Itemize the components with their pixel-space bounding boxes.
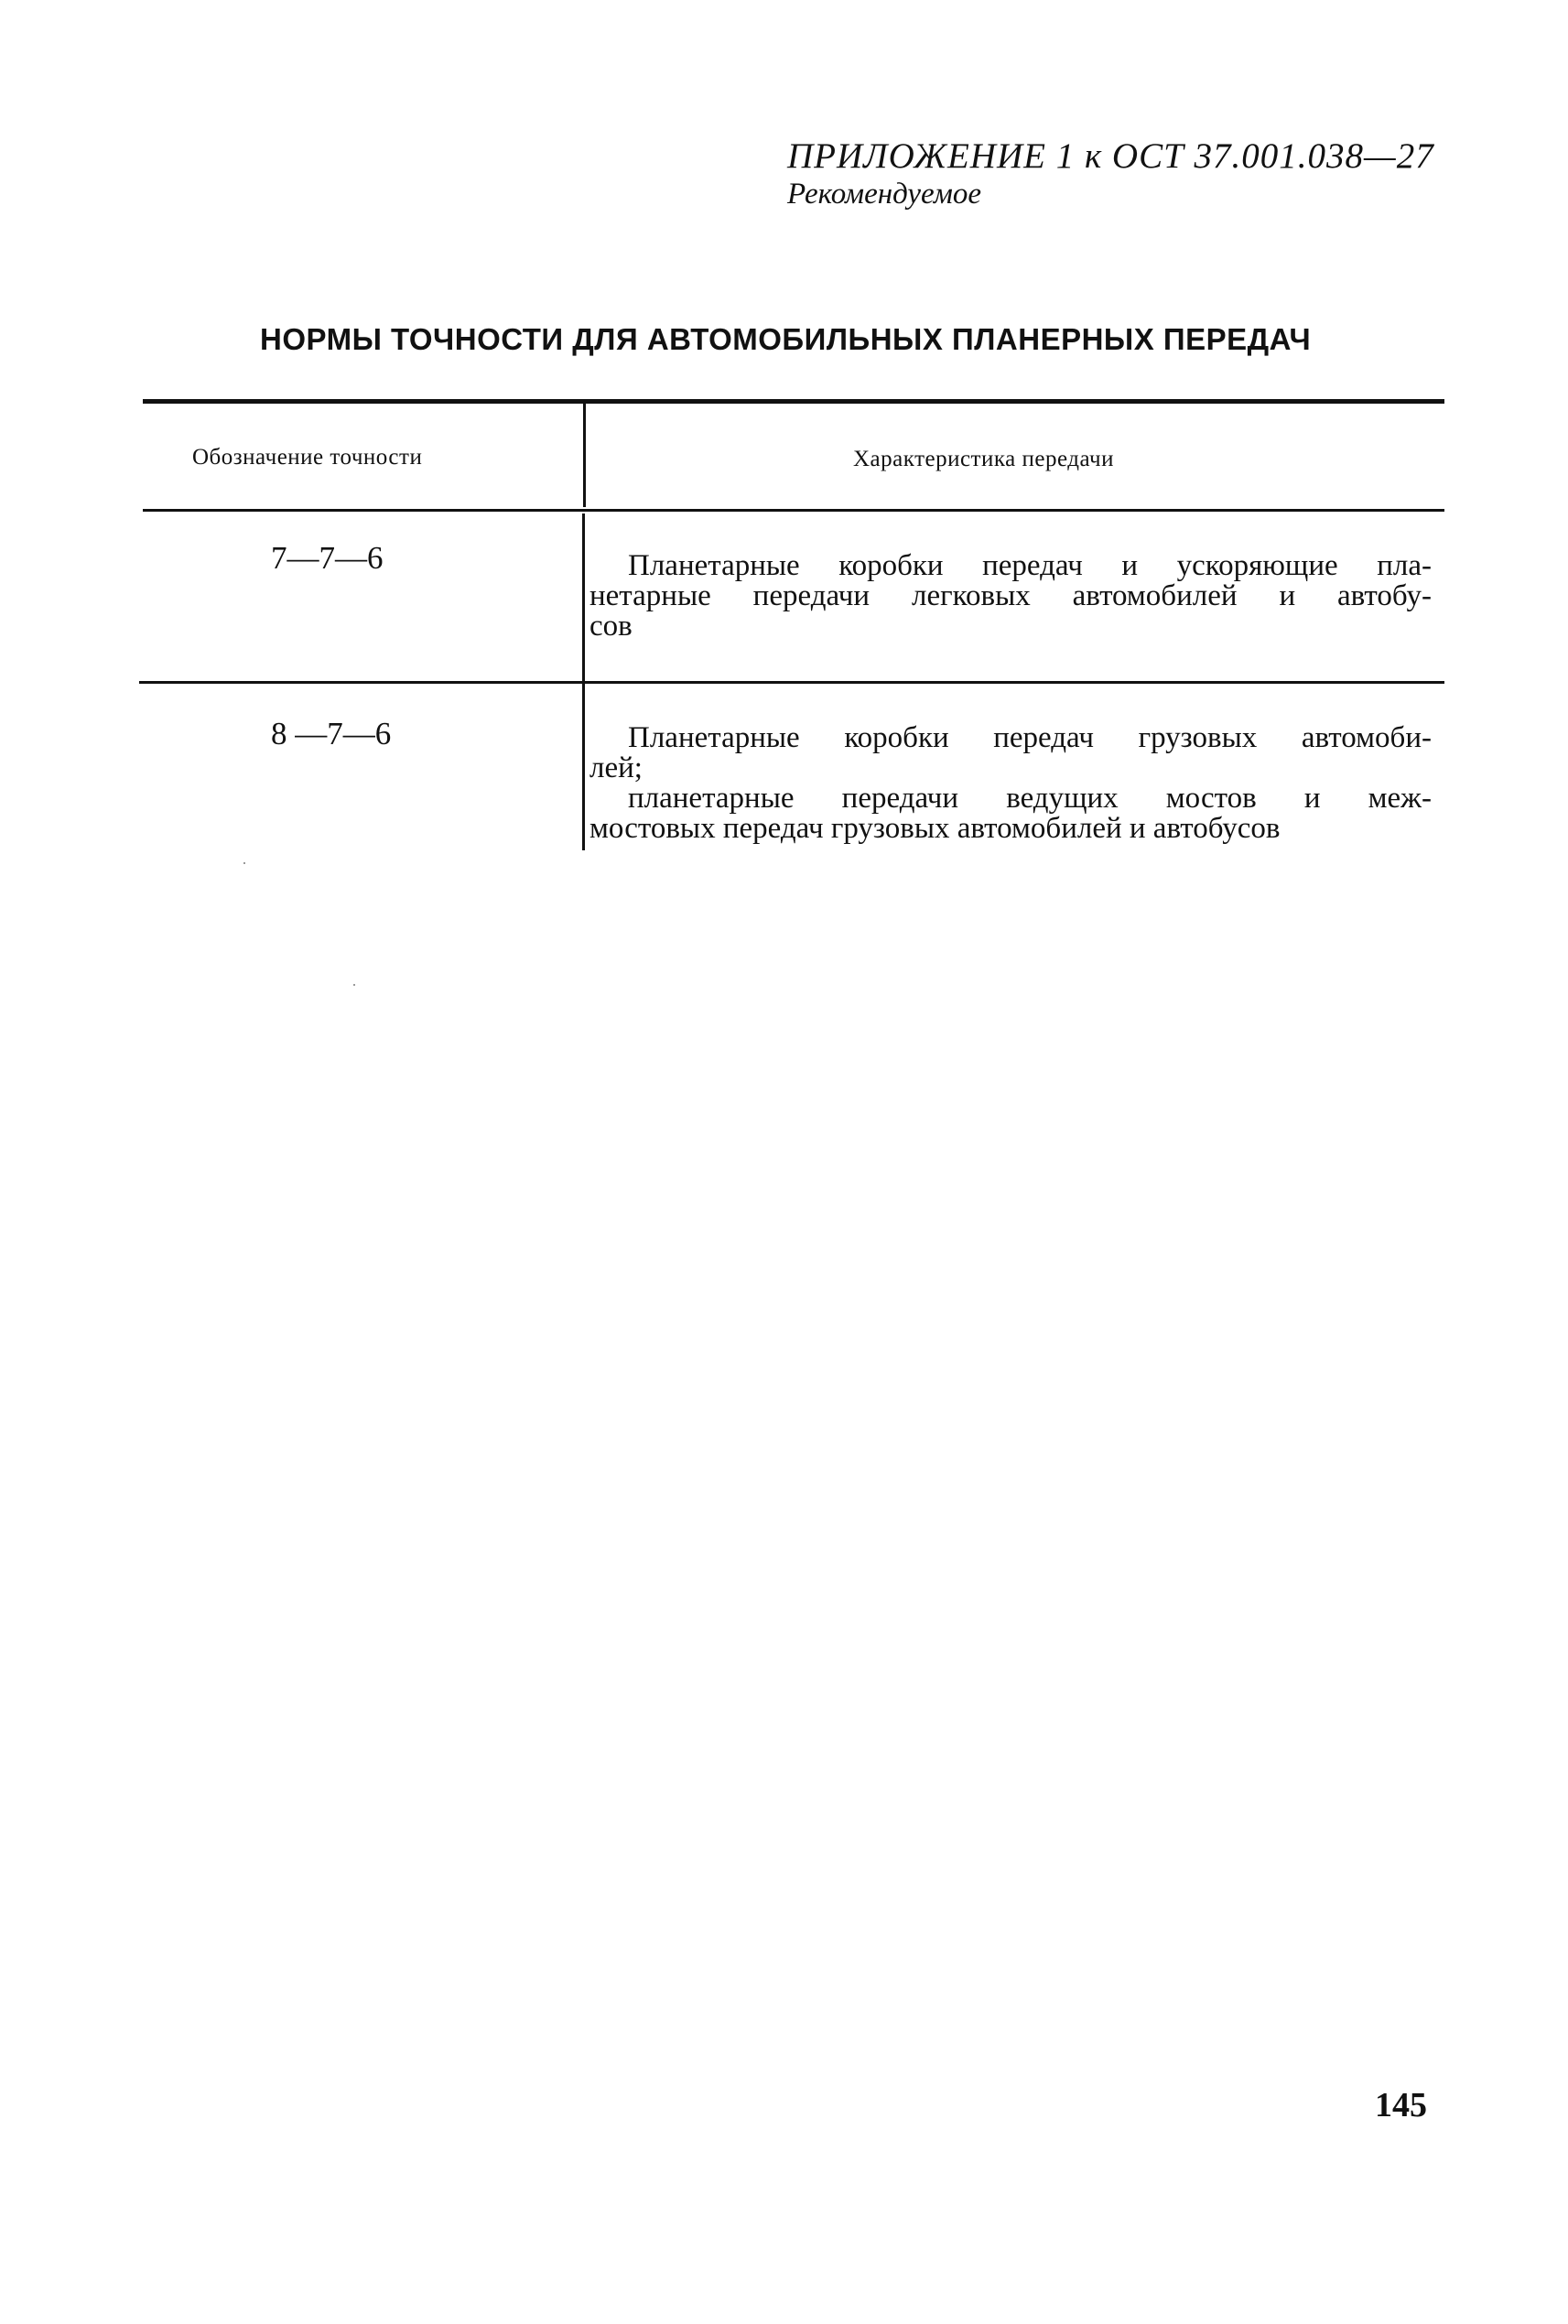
gear-characteristic	[589, 723, 1432, 844]
characteristic-line: Планетарные коробки передач и ускоряющие пла-	[628, 549, 1432, 582]
characteristic-line: планетарные передачи ведущих мостов и меж-	[628, 782, 1432, 815]
column-header-characteristic: Характеристика передачи	[853, 447, 1114, 471]
characteristic-line: Планетарные коробки передач грузовых автомоби-	[628, 721, 1432, 754]
table-column-divider	[582, 513, 585, 850]
accuracy-code: 7—7—6	[271, 540, 384, 576]
table-top-rule	[143, 399, 1444, 404]
page-number: 145	[1375, 2086, 1427, 2124]
table-column-divider	[583, 404, 586, 507]
scan-speck	[353, 984, 355, 986]
column-header-accuracy: Обозначение точности	[192, 445, 423, 470]
characteristic-line: сов	[589, 610, 633, 643]
characteristic-line: лей;	[589, 751, 643, 784]
appendix-header	[787, 135, 1446, 211]
scan-speck	[243, 862, 245, 864]
table-row-divider	[139, 681, 1444, 684]
accuracy-code: 8 —7—6	[271, 716, 392, 751]
appendix-status: Рекомендуемое	[787, 178, 982, 211]
characteristic-line: мостовых передач грузовых автомобилей и автобусов	[589, 812, 1281, 845]
appendix-label: ПРИЛОЖЕНИЕ 1 к ОСТ 37.001.038—27	[787, 136, 1434, 176]
document-title: НОРМЫ ТОЧНОСТИ ДЛЯ АВТОМОБИЛЬНЫХ ПЛАНЕРНЫХ ПЕРЕДАЧ	[260, 322, 1312, 356]
table-header-rule	[143, 509, 1444, 512]
characteristic-line: нетарные передачи легковых автомобилей и автобу-	[589, 579, 1432, 612]
gear-characteristic	[589, 551, 1432, 642]
